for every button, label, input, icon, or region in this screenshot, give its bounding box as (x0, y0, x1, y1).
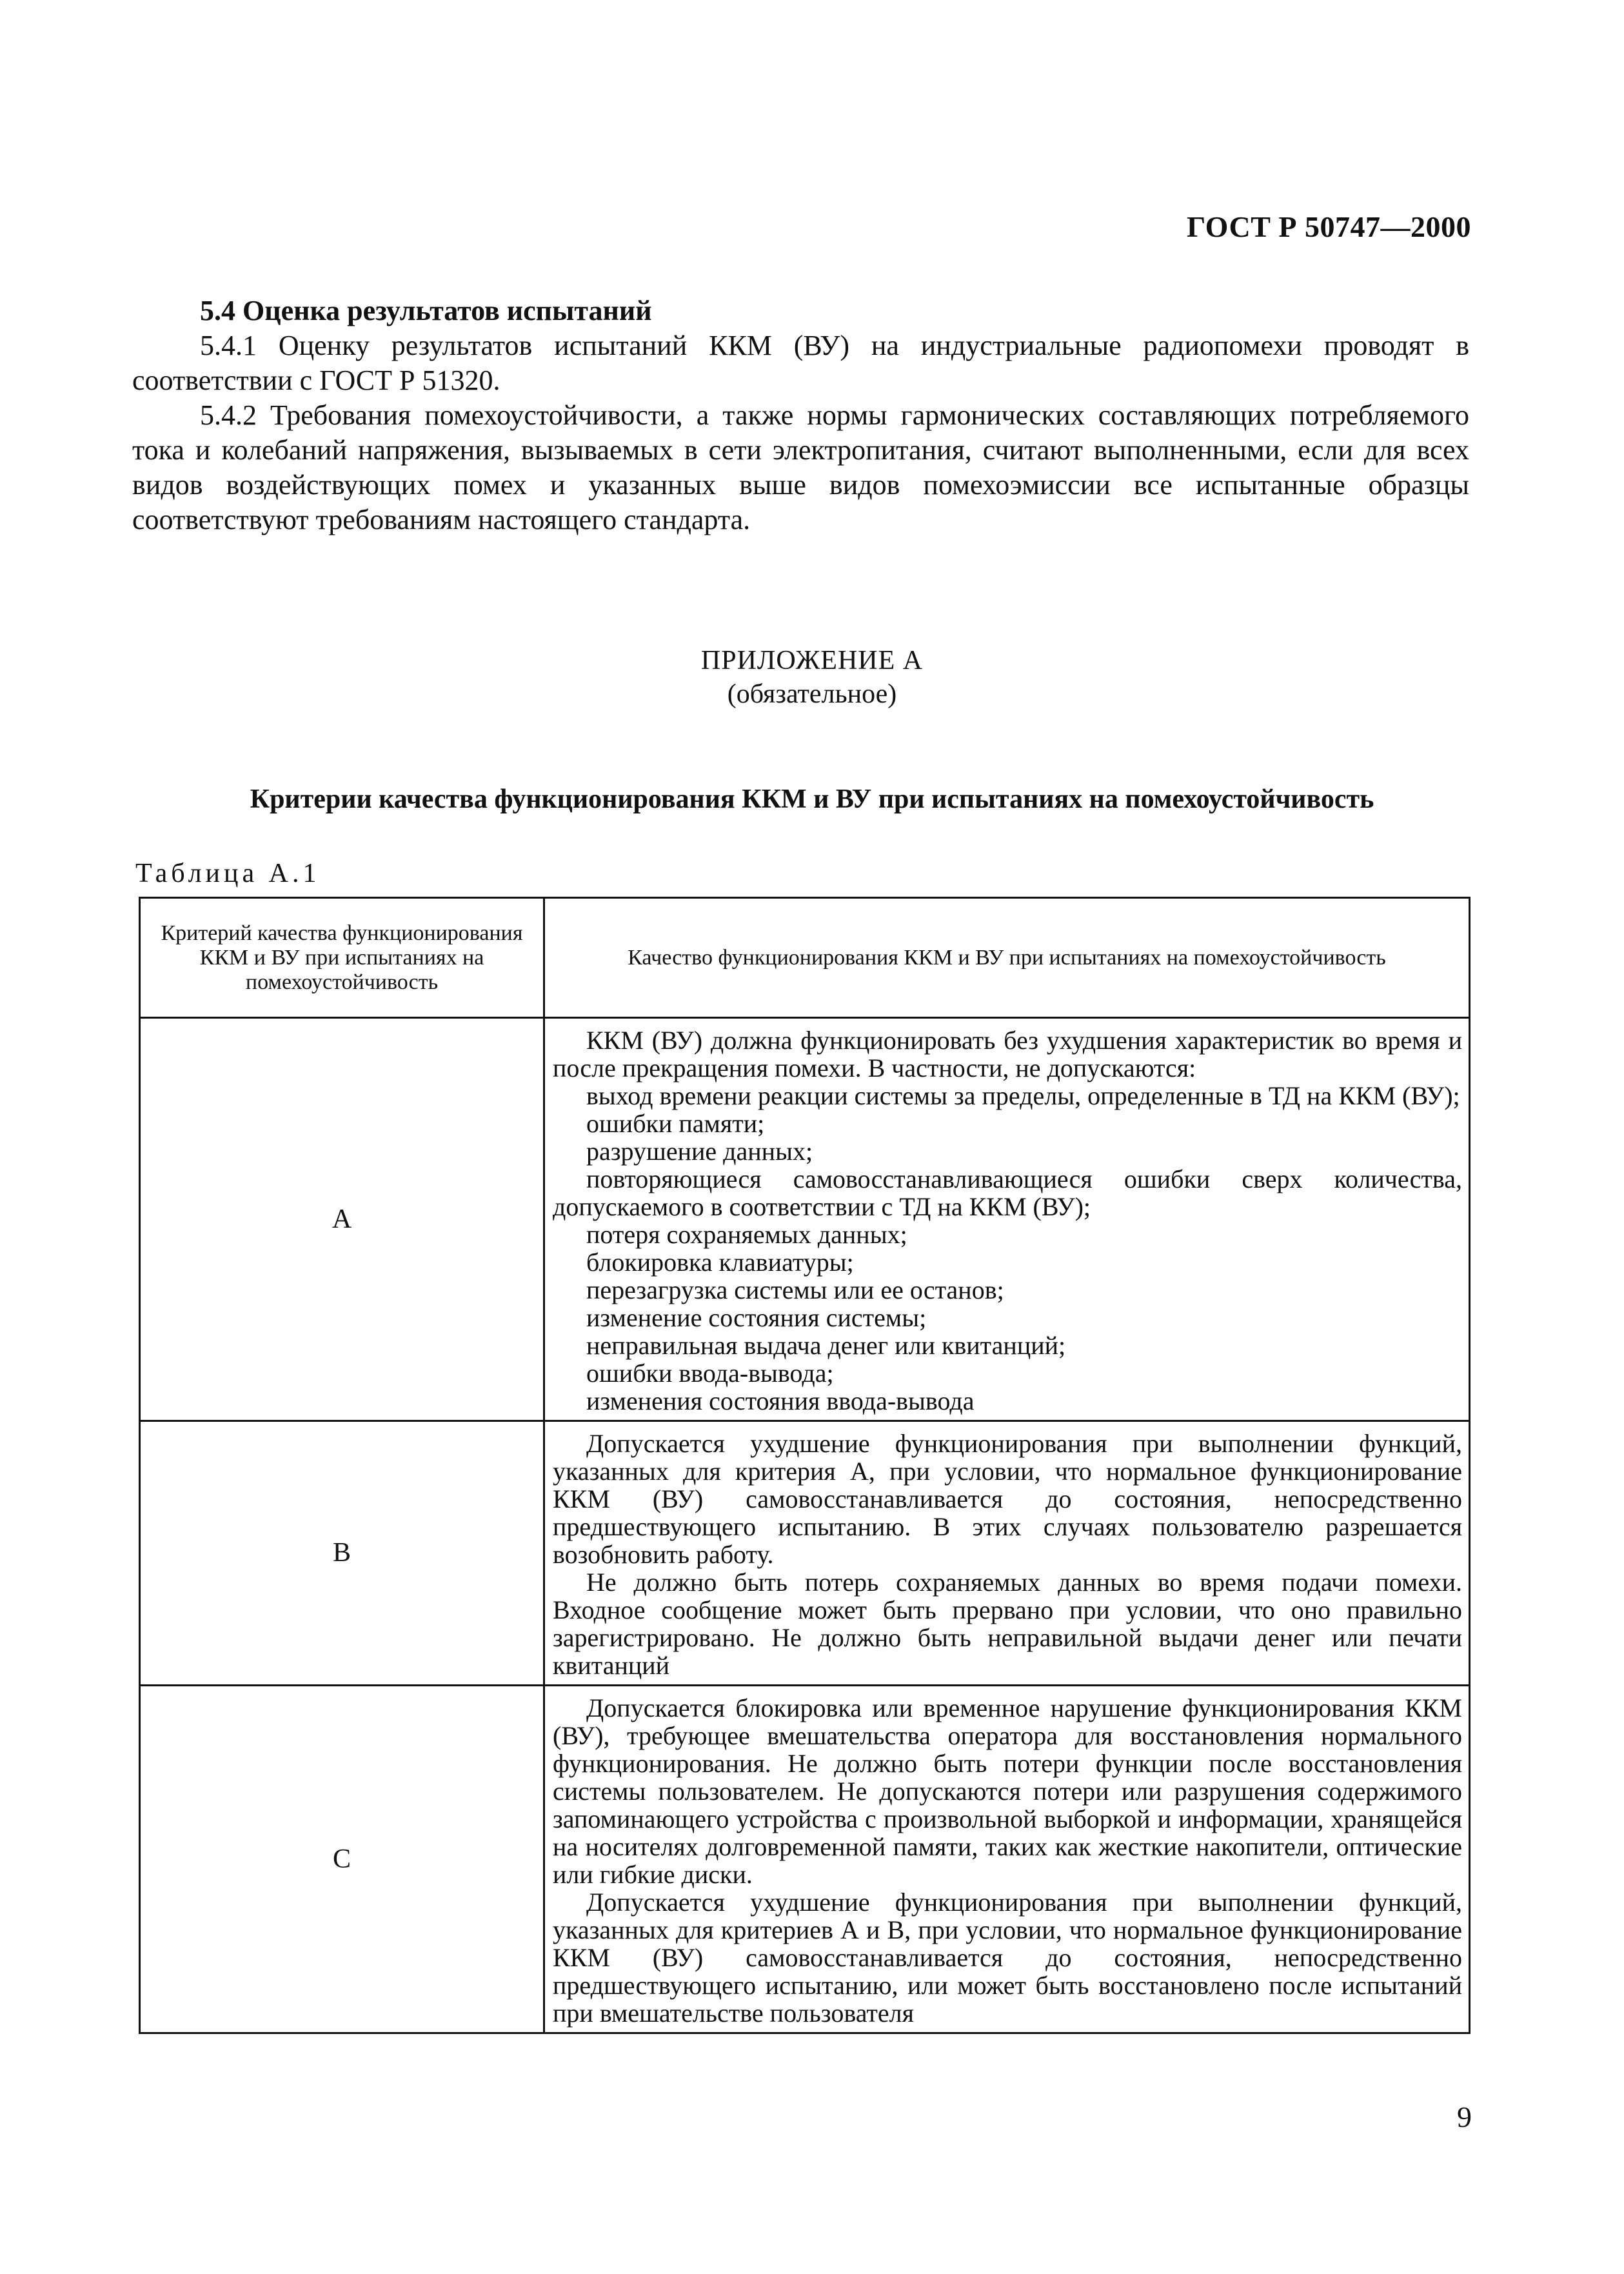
table-header-quality: Качество функционирования ККМ и ВУ при испытаниях на помехоустойчивость (544, 898, 1470, 1018)
criterion-description (544, 1686, 1470, 2033)
criterion-a-intro: ККМ (ВУ) должна функционировать без ухудшения характеристик во время и после прекращения помехи. В частности, не допускаются: (553, 1026, 1462, 1082)
table-caption: Таблица А.1 (135, 859, 321, 888)
criteria-heading: Критерии качества функционирования ККМ и ВУ при испытаниях на помехоустойчивость (250, 784, 1374, 814)
criterion-letter: В (140, 1421, 544, 1686)
list-item: изменение состояния системы; (586, 1303, 927, 1332)
table-row (140, 1018, 1470, 1421)
paragraph-5-4-1: 5.4.1 Оценку результатов испытаний ККМ (ВУ) на индустриальные радиопомехи проводят в соответствии с ГОСТ Р 51320. (132, 330, 1469, 396)
table-header-criterion: Критерий качества функционирования ККМ и ВУ при испытаниях на помехоустойчивость (140, 898, 544, 1018)
list-item: перезагрузка системы или ее останов; (586, 1275, 1004, 1304)
criterion-b-paragraph-1: Допускается ухудшение функционирования при выполнении функций, указанных для критерия А, при условии, что нормальное функционирование ККМ (ВУ) самовосстанавливается до состояния, непосредственно предшествующего испытанию. В этих случаях пользователю разрешается возобновить работу. (553, 1429, 1462, 1569)
appendix-title: ПРИЛОЖЕНИЕ А (700, 646, 924, 675)
criterion-letter: С (140, 1686, 544, 2033)
criterion-description (544, 1421, 1470, 1686)
appendix-subtitle: (обязательное) (727, 679, 897, 709)
table-row (140, 1686, 1470, 2033)
list-item: ошибки памяти; (586, 1109, 765, 1138)
list-item: повторяющиеся самовосстанавливающиеся ошибки сверх количества, допускаемого в соответствии с ТД на ККМ (ВУ); (553, 1164, 1462, 1221)
page-number: 9 (1457, 2100, 1472, 2133)
list-item: разрушение данных; (586, 1137, 813, 1166)
criterion-letter: А (140, 1018, 544, 1421)
document-id: ГОСТ Р 50747—2000 (1187, 210, 1471, 243)
criterion-b-paragraph-2: Не должно быть потерь сохраняемых данных во время подачи помехи. Входное сообщение может быть прервано при условии, что оно правильно зарегистрировано. Не должно быть неправильной выдачи денег или печати квитанций (553, 1568, 1462, 1680)
section-title: 5.4 Оценка результатов испытаний (200, 295, 652, 326)
appendix-heading (0, 644, 1624, 711)
table-header-row (140, 898, 1470, 1018)
list-item: неправильная выдача денег или квитанций; (586, 1331, 1066, 1360)
criterion-c-paragraph-1: Допускается блокировка или временное нарушение функционирования ККМ (ВУ), требующее вмешательства оператора для восстановления нормального функционирования. Не должно быть потери функции после восстановления системы пользователем. Не допускаются потери или разрушения содержимого запоминающего устройства с произвольной выборкой и информации, хранящейся на носителях долговременной памяти, таких как жесткие накопители, оптические или гибкие диски. (553, 1693, 1462, 1889)
paragraph-5-4-2: 5.4.2 Требования помехоустойчивости, а также нормы гармонических составляющих потребляемого тока и колебаний напряжения, вызываемых в сети электропитания, считают выполненными, если для всех видов воздействующих помех и указанных выше видов помехоэмиссии все испытанные образцы соответствуют требованиям настоящего стандарта. (132, 399, 1469, 535)
list-item: изменения состояния ввода-вывода (586, 1386, 975, 1415)
section-5-4 (132, 294, 1469, 537)
criterion-description (544, 1018, 1470, 1421)
list-item: ошибки ввода-вывода; (586, 1359, 834, 1388)
list-item: блокировка клавиатуры; (586, 1248, 854, 1277)
criterion-c-paragraph-2: Допускается ухудшение функционирования при выполнении функций, указанных для критериев А и В, при условии, что нормальное функционирование ККМ (ВУ) самовосстанавливается до состояния, непосредственно предшествующего испытанию, или может быть восстановлено после испытаний при вмешательстве пользователя (553, 1888, 1462, 2028)
criteria-table (139, 897, 1471, 2034)
list-item: потеря сохраняемых данных; (586, 1220, 907, 1249)
list-item: выход времени реакции системы за пределы, определенные в ТД на ККМ (ВУ); (586, 1081, 1460, 1110)
table-row (140, 1421, 1470, 1686)
